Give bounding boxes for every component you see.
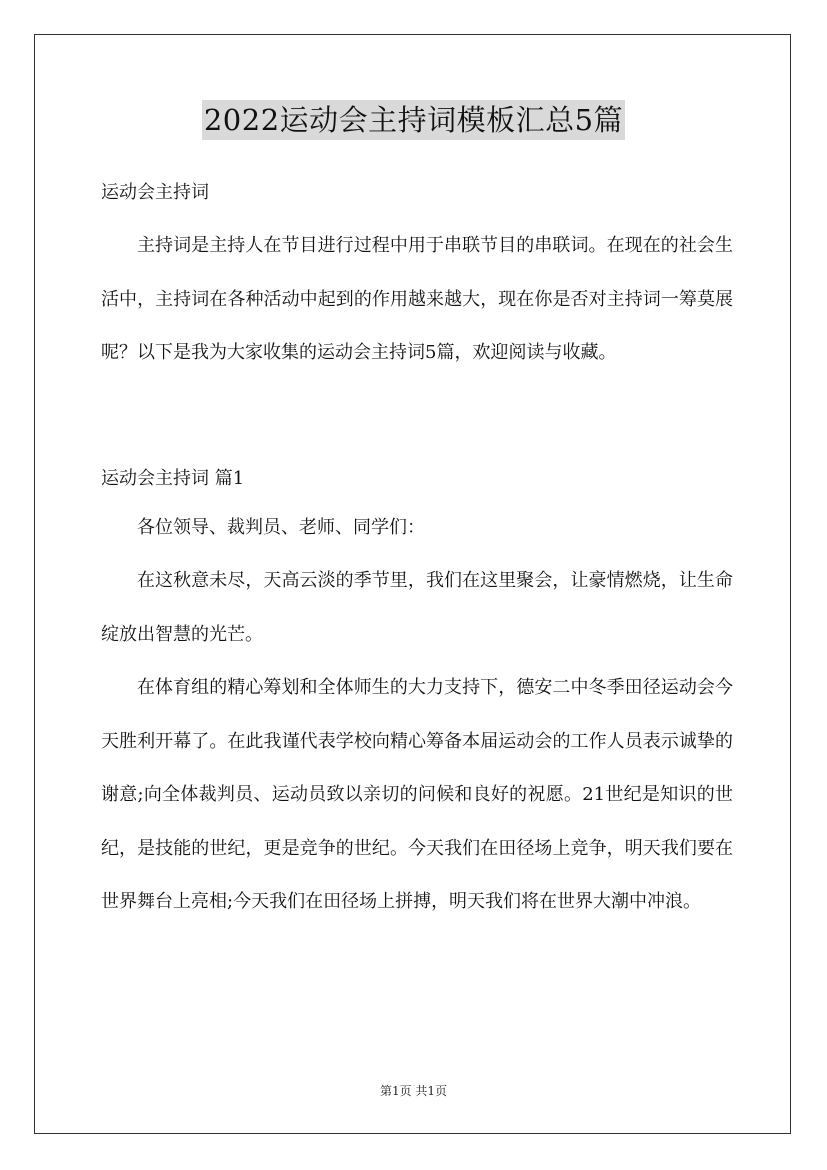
document-body	[101, 170, 733, 929]
section1-paragraph-opening: 在体育组的精心筹划和全体师生的大力支持下，德安二中冬季田径运动会今天胜利开幕了。在此我谨代表学校向精心筹备本届运动会的工作人员表示诚挚的谢意;向全体裁判员、运动员致以亲切的问候和良好的祝愿。21世纪是知识的世纪，是技能的世纪，更是竞争的世纪。今天我们在田径场上竞争，明天我们要在世界舞台上亮相;今天我们在田径场上拼搏，明天我们将在世界大潮中冲浪。	[101, 677, 733, 912]
spacer	[101, 380, 733, 456]
section1-heading: 运动会主持词 篇1	[101, 467, 245, 489]
page-footer: 第1页 共1页	[379, 1084, 448, 1098]
intro-paragraph: 主持词是主持人在节目进行过程中用于串联节目的串联词。在现在的社会生活中，主持词在各种活动中起到的作用越来越大，现在你是否对主持词一筹莫展呢？以下是我为大家收集的运动会主持词5篇，欢迎阅读与收藏。	[101, 235, 733, 363]
document-title: 2022运动会主持词模板汇总5篇	[202, 100, 625, 140]
section1-paragraph-season: 在这秋意未尽，天高云淡的季节里，我们在这里聚会，让豪情燃烧，让生命绽放出智慧的光芒。	[101, 570, 733, 645]
section1-paragraph-greeting: 各位领导、裁判员、老师、同学们：	[137, 516, 425, 538]
title-container	[0, 100, 827, 140]
intro-heading: 运动会主持词	[101, 182, 209, 203]
